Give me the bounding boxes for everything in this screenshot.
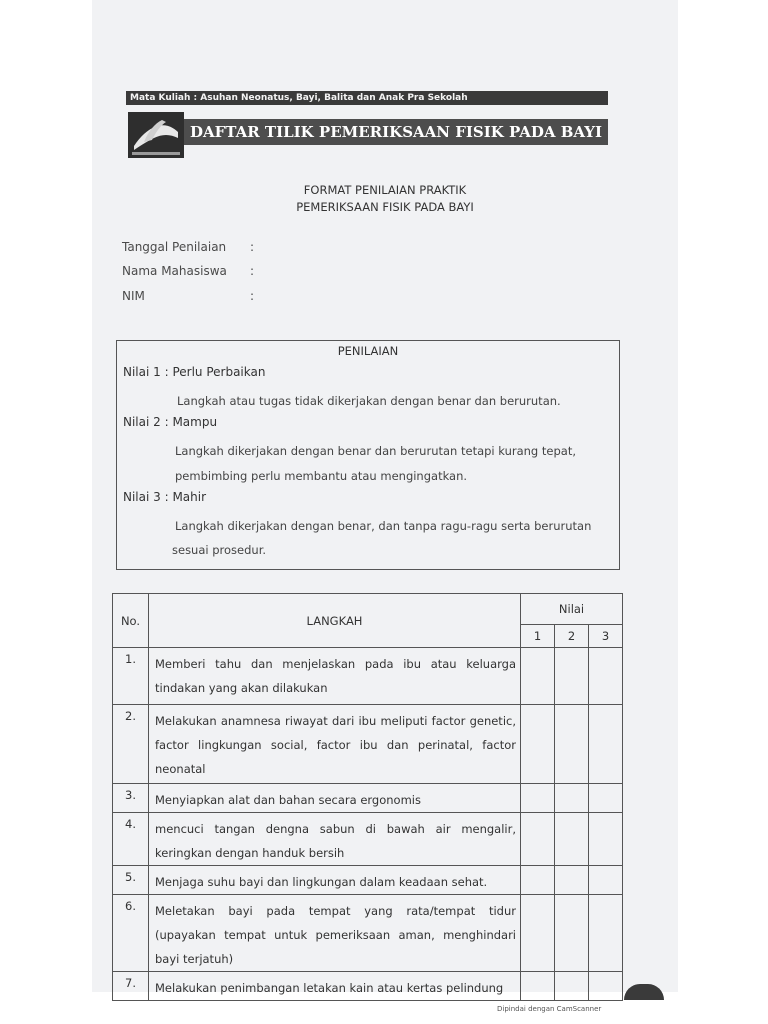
table-row bbox=[113, 866, 623, 895]
score-cell[interactable] bbox=[555, 648, 589, 705]
score-cell[interactable] bbox=[555, 784, 589, 813]
level-label: Nilai 1 : Perlu Perbaikan bbox=[123, 365, 266, 379]
step-text: Melakukan penimbangan letakan kain atau kertas pelindung bbox=[149, 972, 521, 1001]
level-description: Langkah atau tugas tidak dikerjakan dengan benar dan berurutan. bbox=[177, 394, 561, 408]
score-header: 3 bbox=[589, 625, 623, 648]
score-cell[interactable] bbox=[521, 813, 555, 866]
row-number: 4. bbox=[113, 813, 149, 866]
step-text: mencuci tangan dengna sabun di bawah air mengalir, keringkan dengan handuk bersih bbox=[149, 813, 521, 866]
table-row bbox=[113, 705, 623, 784]
penilaian-title: PENILAIAN bbox=[337, 344, 399, 358]
score-cell[interactable] bbox=[555, 895, 589, 972]
level-description: pembimbing perlu membantu atau mengingatkan. bbox=[175, 469, 468, 483]
hands-logo-icon bbox=[128, 112, 184, 158]
score-cell[interactable] bbox=[555, 705, 589, 784]
scanner-watermark: Dipindai dengan CamScanner bbox=[497, 1005, 602, 1013]
score-cell[interactable] bbox=[521, 705, 555, 784]
row-number: 2. bbox=[113, 705, 149, 784]
field-label-nama: Nama Mahasiswa bbox=[122, 264, 227, 278]
form-subheading: PEMERIKSAAN FISIK PADA BAYI bbox=[296, 200, 474, 214]
table-row bbox=[113, 784, 623, 813]
logo-image bbox=[128, 112, 184, 158]
score-cell[interactable] bbox=[555, 972, 589, 1001]
score-cell[interactable] bbox=[589, 784, 623, 813]
level-label: Nilai 3 : Mahir bbox=[123, 490, 207, 504]
score-cell[interactable] bbox=[555, 866, 589, 895]
row-number: 1. bbox=[113, 648, 149, 705]
row-number: 7. bbox=[113, 972, 149, 1001]
field-colon: : bbox=[250, 289, 255, 303]
field-colon: : bbox=[250, 264, 255, 278]
checklist-table bbox=[112, 593, 623, 1001]
score-cell[interactable] bbox=[555, 813, 589, 866]
field-colon: : bbox=[250, 240, 255, 254]
column-header-nilai: Nilai bbox=[521, 594, 623, 625]
field-label-tanggal: Tanggal Penilaian bbox=[122, 240, 227, 254]
column-header-langkah: LANGKAH bbox=[149, 594, 521, 648]
column-header-no: No. bbox=[113, 594, 149, 648]
level-description: Langkah dikerjakan dengan benar dan berurutan tetapi kurang tepat, bbox=[175, 444, 576, 458]
table-row bbox=[113, 813, 623, 866]
score-cell[interactable] bbox=[589, 895, 623, 972]
score-cell[interactable] bbox=[521, 895, 555, 972]
table-row bbox=[113, 648, 623, 705]
row-number: 6. bbox=[113, 895, 149, 972]
table-row bbox=[113, 895, 623, 972]
level-description: Langkah dikerjakan dengan benar, dan tanpa ragu-ragu serta berurutan bbox=[175, 519, 592, 533]
document-title: DAFTAR TILIK PEMERIKSAAN FISIK PADA BAYI bbox=[184, 119, 608, 145]
score-header: 2 bbox=[555, 625, 589, 648]
score-cell[interactable] bbox=[589, 705, 623, 784]
level-label: Nilai 2 : Mampu bbox=[123, 415, 218, 429]
score-cell[interactable] bbox=[589, 813, 623, 866]
step-text: Melakukan anamnesa riwayat dari ibu meliputi factor genetic, factor lingkungan social, factor ibu dan perinatal, factor neonatal bbox=[149, 705, 521, 784]
field-label-nim: NIM bbox=[122, 289, 145, 303]
level-description: sesuai prosedur. bbox=[172, 543, 267, 557]
course-banner: Mata Kuliah : Asuhan Neonatus, Bayi, Balita dan Anak Pra Sekolah bbox=[126, 91, 608, 105]
score-cell[interactable] bbox=[521, 648, 555, 705]
step-text: Menyiapkan alat dan bahan secara ergonomis bbox=[149, 784, 521, 813]
row-number: 3. bbox=[113, 784, 149, 813]
page-margin bbox=[678, 0, 768, 992]
score-cell[interactable] bbox=[521, 866, 555, 895]
score-cell[interactable] bbox=[589, 866, 623, 895]
table-row bbox=[113, 972, 623, 1001]
step-text: Menjaga suhu bayi dan lingkungan dalam keadaan sehat. bbox=[149, 866, 521, 895]
score-cell[interactable] bbox=[589, 972, 623, 1001]
step-text: Memberi tahu dan menjelaskan pada ibu atau keluarga tindakan yang akan dilakukan bbox=[149, 648, 521, 705]
score-cell[interactable] bbox=[521, 972, 555, 1001]
row-number: 5. bbox=[113, 866, 149, 895]
step-text: Meletakan bayi pada tempat yang rata/tempat tidur (upayakan tempat untuk pemeriksaan aman, menghindari bayi terjatuh) bbox=[149, 895, 521, 972]
score-header: 1 bbox=[521, 625, 555, 648]
score-cell[interactable] bbox=[589, 648, 623, 705]
score-cell[interactable] bbox=[521, 784, 555, 813]
form-heading: FORMAT PENILAIAN PRAKTIK bbox=[303, 183, 467, 197]
